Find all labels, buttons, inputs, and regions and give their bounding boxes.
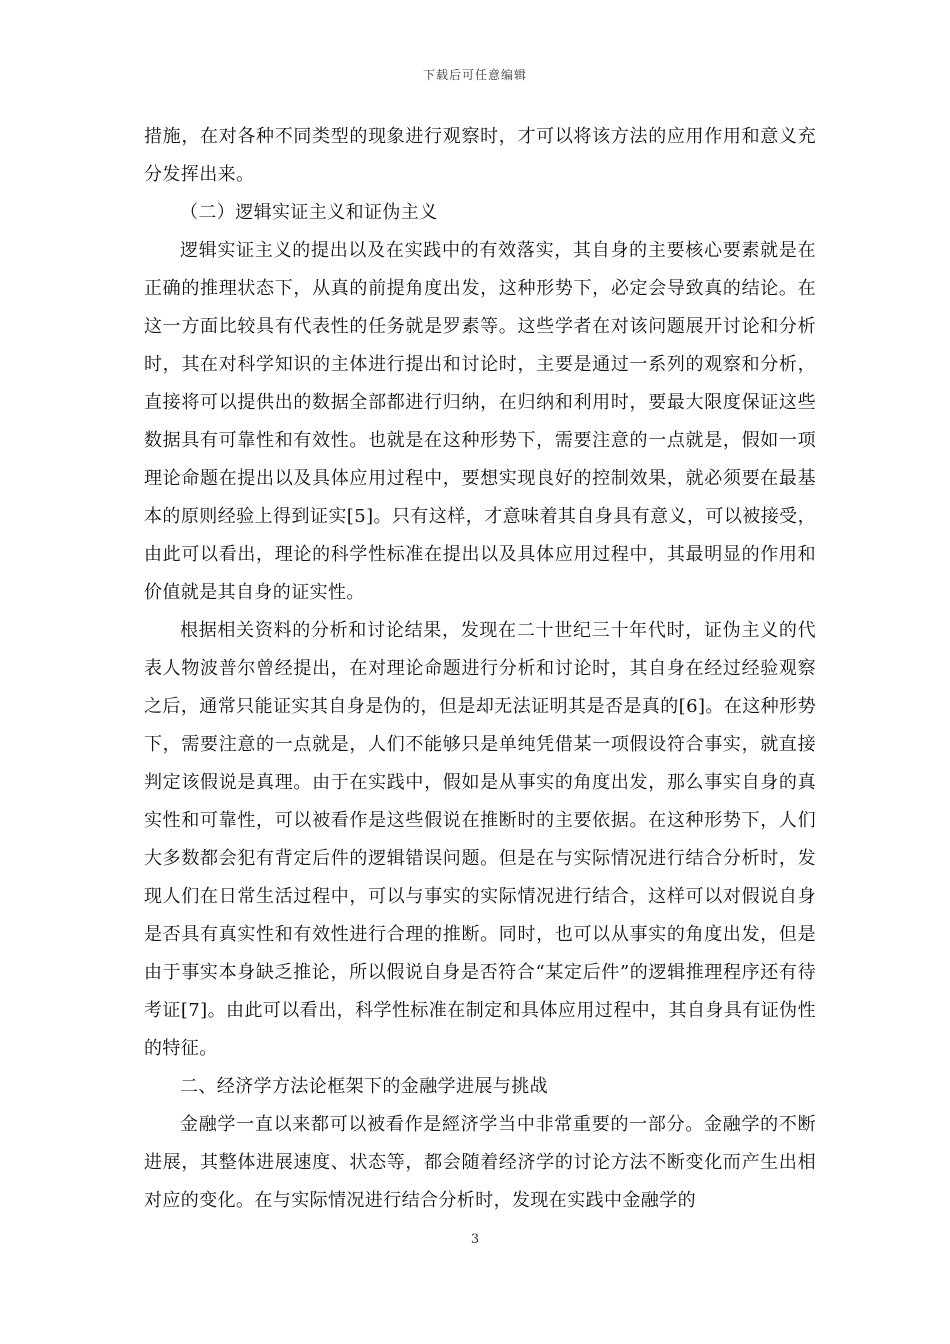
document-body xyxy=(144,118,816,1220)
paragraph-continuation: 措施，在对各种不同类型的现象进行观察时，才可以将该方法的应用作用和意义充分发挥出来。 xyxy=(144,126,816,185)
paragraph-logical-positivism: 逻辑实证主义的提出以及在实践中的有效落实，其自身的主要核心要素就是在正确的推理状态下，从真的前提角度出发，这种形势下，必定会导致真的结论。在这一方面比较具有代表性的任务就是罗素等。这些学者在对该问题展开讨论和分析时，其在对科学知识的主体进行提出和讨论时，主要是通过一系列的观察和分析，直接将可以提供出的数据全部都进行归纳，在归纳和利用时，要最大限度保证这些数据具有可靠性和有效性。也就是在这种形势下，需要注意的一点就是，假如一项理论命题在提出以及具体应用过程中，要想实现良好的控制效果，就必须要在最基本的原则经验上得到证实[5]。只有这样，才意味着其自身具有意义，可以被接受，由此可以看出，理论的科学性标准在提出以及具体应用过程中，其最明显的作用和价值就是其自身的证实性。 xyxy=(144,240,816,603)
page-number: 3 xyxy=(470,1232,480,1247)
section-heading-finance-progress: 二、经济学方法论框架下的金融学进展与挑战 xyxy=(180,1076,548,1097)
paragraph-falsificationism: 根据相关资料的分析和讨论结果，发现在二十世纪三十年代时，证伪主义的代表人物波普尔曾经提出，在对理论命题进行分析和讨论时，其自身在经过经验观察之后，通常只能证实其自身是伪的，但是却无法证明其是否是真的[6]。在这种形势下，需要注意的一点就是，人们不能够只是单纯凭借某一项假设符合事实，就直接判定该假说是真理。由于在实践中，假如是从事实的角度出发，那么事实自身的真实性和可靠性，可以被看作是这些假说在推断时的主要依据。在这种形势下，人们大多数都会犯有背定后件的逻辑错误问题。但是在与实际情况进行结合分析时，发现人们在日常生活过程中，可以与事实的实际情况进行结合，这样可以对假说自身是否具有真实性和有效性进行合理的推断。同时，也可以从事实的角度出发，但是由于事实本身缺乏推论，所以假说自身是否符合“某定后件”的逻辑推理程序还有待考证[7]。由此可以看出，科学性标准在制定和具体应用过程中，其自身具有证伪性的特征。 xyxy=(144,620,816,1059)
paragraph-finance: 金融学一直以来都可以被看作是經济学当中非常重要的一部分。金融学的不断进展，其整体进展速度、状态等，都会随着经济学的讨论方法不断变化而产生出相对应的变化。在与实际情况进行结合分析时，发现在实践中金融学的 xyxy=(144,1114,816,1211)
page-header: 下载后可任意编辑 xyxy=(422,68,527,82)
section-heading-logical-positivism: （二）逻辑实证主义和证伪主义 xyxy=(180,202,438,223)
